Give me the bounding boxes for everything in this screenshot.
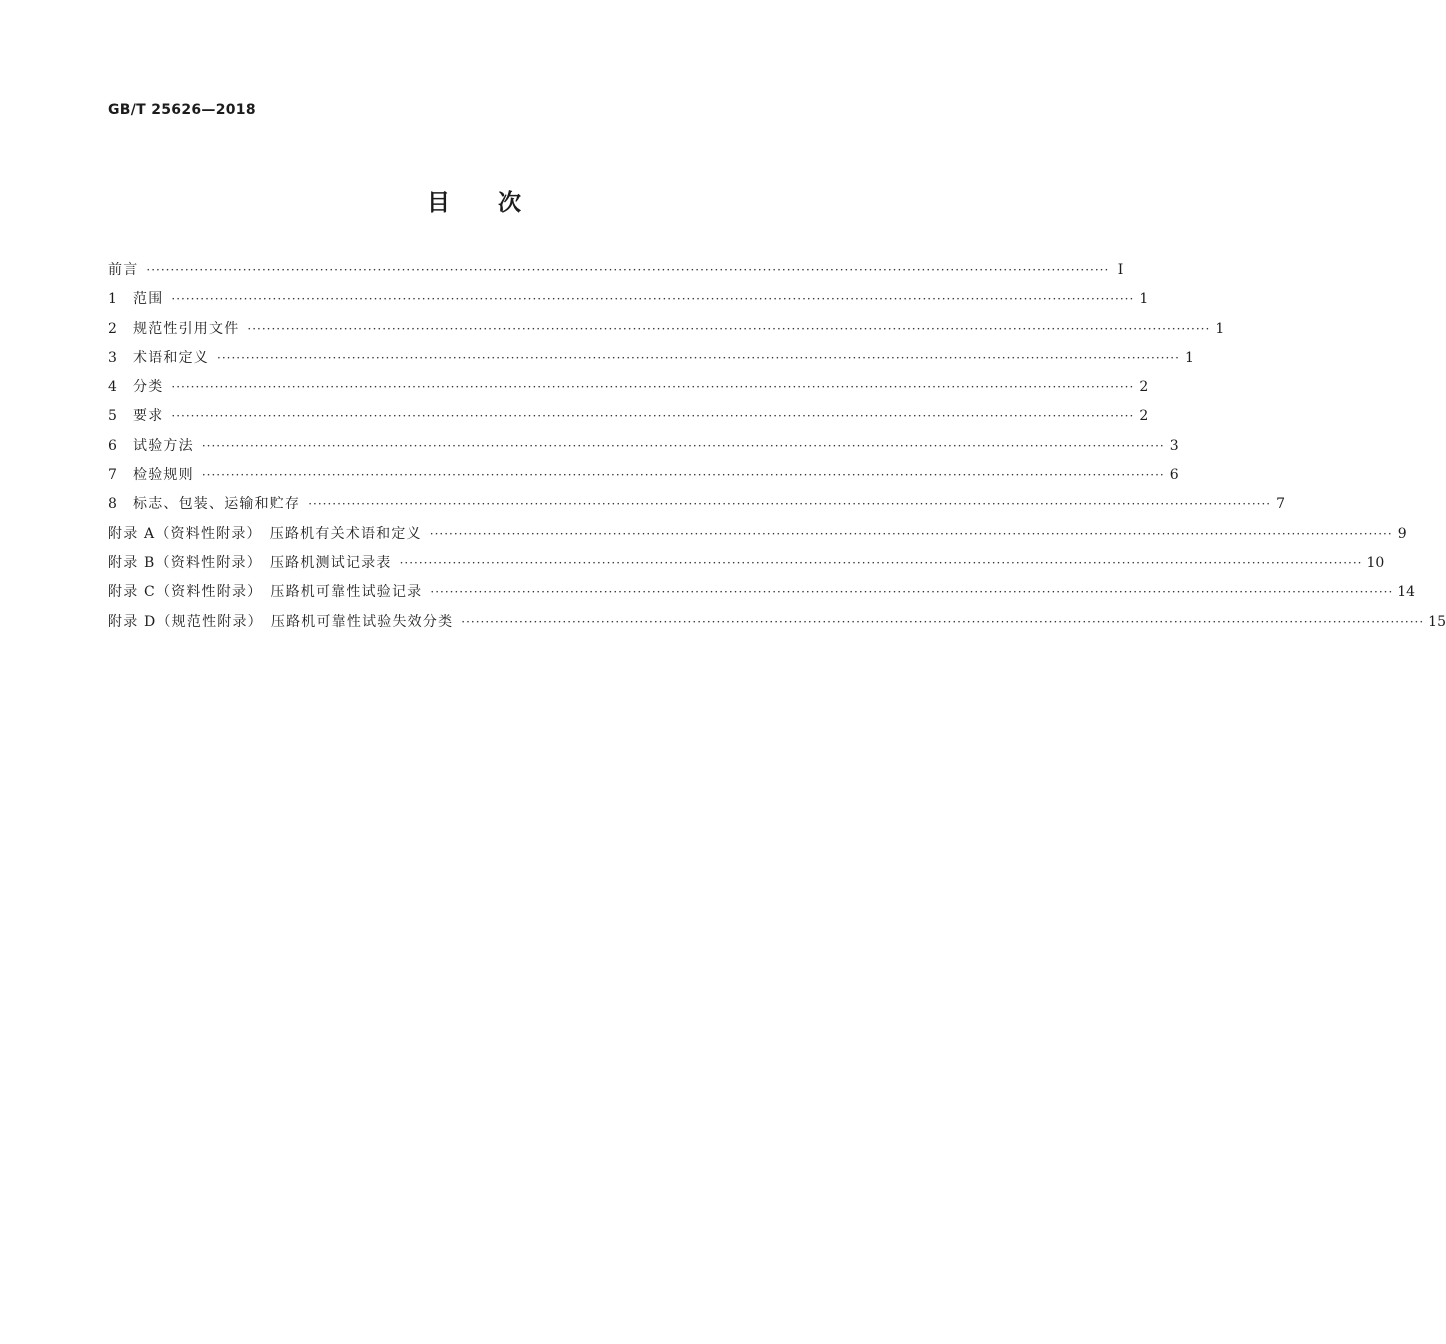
title-char-2: 次 [498,190,523,216]
toc-entry-page: 10 [1366,554,1385,571]
toc-entry-title: 范围 [133,291,164,308]
toc-leader-dots: ········································································································································································································ [429,526,1393,541]
toc-entry-label [133,288,163,308]
toc-entry-title: 试验方法 [133,437,194,454]
toc-entry-page: 2 [1139,379,1149,396]
toc-entry-page: 6 [1169,467,1179,484]
toc-entry[interactable] [108,611,1446,640]
toc-entry-title: 附录 D（规范性附录） [108,613,263,630]
toc-entry-title: 术语和定义 [133,349,209,366]
toc-entry[interactable] [108,288,1149,317]
toc-entry-title: 标志、包装、运输和贮存 [133,496,301,513]
toc-entry[interactable] [108,435,1179,464]
title-char-1: 目 [427,190,452,216]
toc-entry-number: 6 [108,437,117,454]
toc-entry-subtitle: 压路机可靠性试验记录 [270,584,423,601]
toc-entry-title: 检验规则 [133,467,194,484]
toc-leader-dots: ········································································································································································································ [217,350,1180,365]
toc-entry-page: 2 [1139,408,1149,425]
toc-entry[interactable] [108,405,1149,434]
toc-entry-label [108,581,422,601]
toc-entry-page: 3 [1169,437,1179,454]
toc-leader-dots: ········································································································································································································ [399,555,1363,570]
toc-entry-title: 分类 [133,379,164,396]
toc-entry-subtitle: 压路机测试记录表 [269,554,392,571]
toc-entry-title: 规范性引用文件 [133,320,240,337]
toc-entry-label [108,552,392,572]
toc-entry-page: 15 [1428,613,1446,630]
toc-leader-dots: ········································································································································································································ [308,497,1272,512]
toc-entry[interactable] [108,318,1225,347]
toc-entry[interactable] [108,347,1194,376]
toc-entry-page: Ⅰ [1117,262,1124,278]
toc-leader-dots: ········································································································································································································ [201,468,1165,483]
toc-entry-title: 前言 [108,262,139,278]
toc-entry-label [133,347,209,367]
toc-leader-dots: ········································································································································································································ [171,380,1135,395]
toc-entry[interactable] [108,464,1179,493]
toc-entry-number: 8 [108,496,117,513]
toc-entry[interactable] [108,376,1149,405]
toc-entry[interactable] [108,259,1124,288]
toc-leader-dots: ········································································································································································································ [247,321,1211,336]
toc-entry-number: 4 [108,379,117,396]
toc-entry-number: 5 [108,408,117,425]
toc-leader-dots: ········································································································································································································ [201,438,1165,453]
toc-entry[interactable] [108,493,1286,522]
toc-entry-number: 7 [108,467,117,484]
toc-entry-label [133,464,194,484]
standard-code: GB/T 25626—2018 [108,102,256,118]
toc-entry-subtitle: 压路机可靠性试验失效分类 [270,613,454,630]
toc-leader-dots: ········································································································································································································ [171,292,1135,307]
toc-entry-label [133,376,163,396]
toc-entry-number: 1 [108,291,117,308]
toc-entry-page: 14 [1397,584,1416,601]
toc-leader-dots: ········································································································································································································ [171,409,1135,424]
toc-entry[interactable] [108,523,1407,552]
toc-entry-page: 1 [1139,291,1149,308]
toc-entry-number: 3 [108,349,117,366]
toc-entry-page: 9 [1397,525,1407,542]
toc-entry-title: 要求 [133,408,164,425]
toc-entry-page: 1 [1215,320,1225,337]
toc-entry-subtitle: 压路机有关术语和定义 [269,525,422,542]
toc-entry-label [108,611,453,631]
page-title [0,184,950,217]
toc-leader-dots: ········································································································································································································ [461,614,1425,629]
toc-leader-dots: ········································································································································································································ [430,585,1394,600]
toc-entry-label [133,435,194,455]
table-of-contents [108,259,1446,640]
toc-entry-page: 7 [1276,496,1286,513]
toc-entry-page: 1 [1184,349,1194,366]
toc-entry-label [133,493,300,513]
toc-entry-title: 附录 B（资料性附录） [108,554,262,571]
toc-entry-title: 附录 A（资料性附录） [108,525,262,542]
toc-entry-label [133,405,163,425]
toc-entry-number: 2 [108,320,117,337]
toc-entry-label [108,259,138,279]
toc-entry-label [133,318,239,338]
toc-entry[interactable] [108,552,1385,581]
toc-entry[interactable] [108,581,1416,610]
toc-leader-dots: ········································································································································································································ [146,263,1110,277]
toc-entry-label [108,523,422,543]
toc-entry-title: 附录 C（资料性附录） [108,584,263,601]
